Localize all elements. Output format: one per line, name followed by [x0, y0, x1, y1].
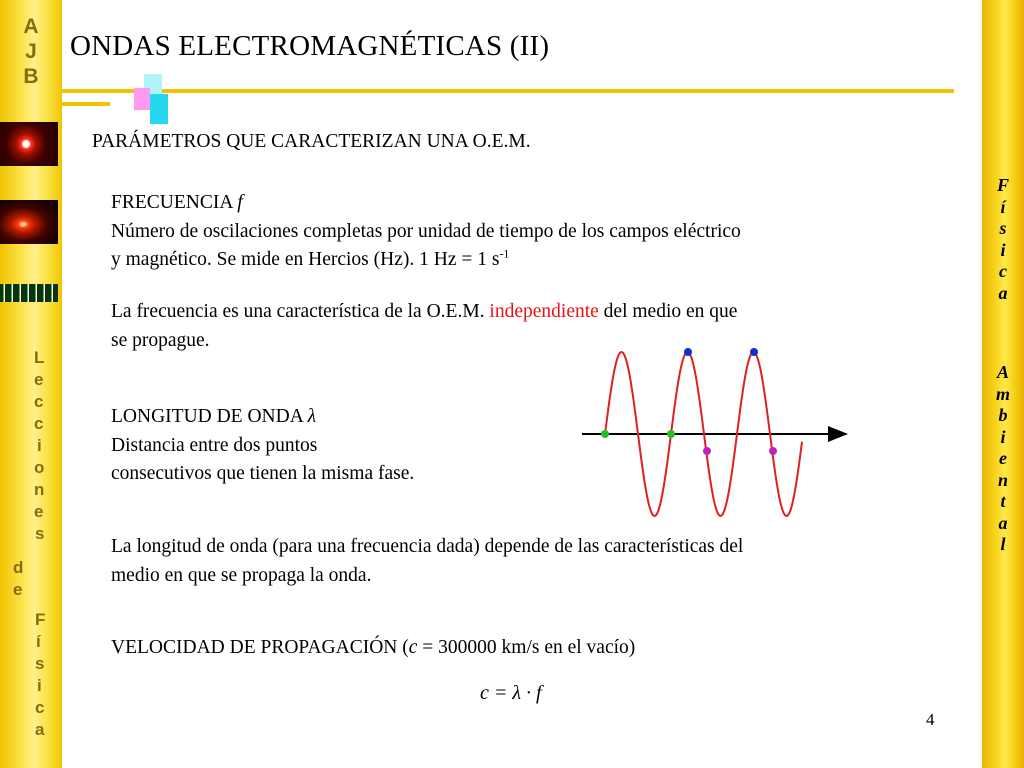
frecuencia-block — [111, 189, 971, 275]
longitud-heading: LONGITUD DE ONDA λ — [111, 406, 317, 427]
initial-b: B — [23, 65, 39, 88]
section-subtitle: PARÁMETROS QUE CARACTERIZAN UNA O.E.M. — [92, 131, 531, 152]
longitud-line-1: Distancia entre dos puntos — [111, 434, 318, 456]
frecuencia-symbol: f — [237, 192, 243, 213]
lambda-symbol: λ — [307, 406, 317, 427]
frecuencia-line-2: y magnético. Se mide en Hercios (Hz). 1 Hz = 1 $s^{-1}$ — [111, 246, 510, 270]
wave-formula: c = λ · f — [480, 682, 542, 704]
frecuencia-note: La frecuencia es una característica de la O.E.M. independiente del medio en que se propague. — [111, 301, 738, 351]
initial-a: A — [23, 15, 39, 38]
initial-j: J — [25, 40, 37, 63]
ambiental-vertical: A m b i e n t a l — [995, 362, 1010, 554]
longitud-block — [111, 403, 531, 489]
phase-point-blue-2 — [750, 348, 758, 356]
fisica-vertical: F í s i c a — [996, 175, 1009, 303]
phase-point-magenta-2 — [769, 447, 777, 455]
decorative-square-pink — [134, 88, 150, 110]
phase-point-blue-1 — [684, 348, 692, 356]
frecuencia-line-1: Número de oscilaciones completas por unidad de tiempo de los campos eléctrico — [111, 220, 741, 242]
phase-point-green-1 — [601, 430, 609, 438]
independiente-highlight: independiente — [489, 301, 599, 322]
page-number: 4 — [926, 710, 935, 729]
title-underline-short — [62, 102, 110, 106]
frecuencia-heading: FRECUENCIA f — [111, 192, 243, 213]
wave-diagram — [570, 340, 860, 520]
decorative-square-cyan — [150, 94, 168, 124]
longitud-note: La longitud de onda (para una frecuencia dada) depende de las características del medio en que se propaga la onda. — [111, 536, 744, 586]
phase-point-magenta-1 — [703, 447, 711, 455]
exponent: -1 — [499, 246, 510, 261]
velocidad-line: VELOCIDAD DE PROPAGACIÓN (c = 300000 km/s en el vacío) — [111, 637, 636, 658]
phase-point-green-2 — [667, 430, 675, 438]
longitud-line-2: consecutivos que tienen la misma fase. — [111, 463, 415, 484]
title-underline — [62, 89, 954, 93]
slide-title: ONDAS ELECTROMAGNÉTICAS (II) — [70, 30, 550, 62]
lecciones-de-fisica-vertical: L e c c i o n e s d e F í s i c a — [13, 348, 46, 739]
